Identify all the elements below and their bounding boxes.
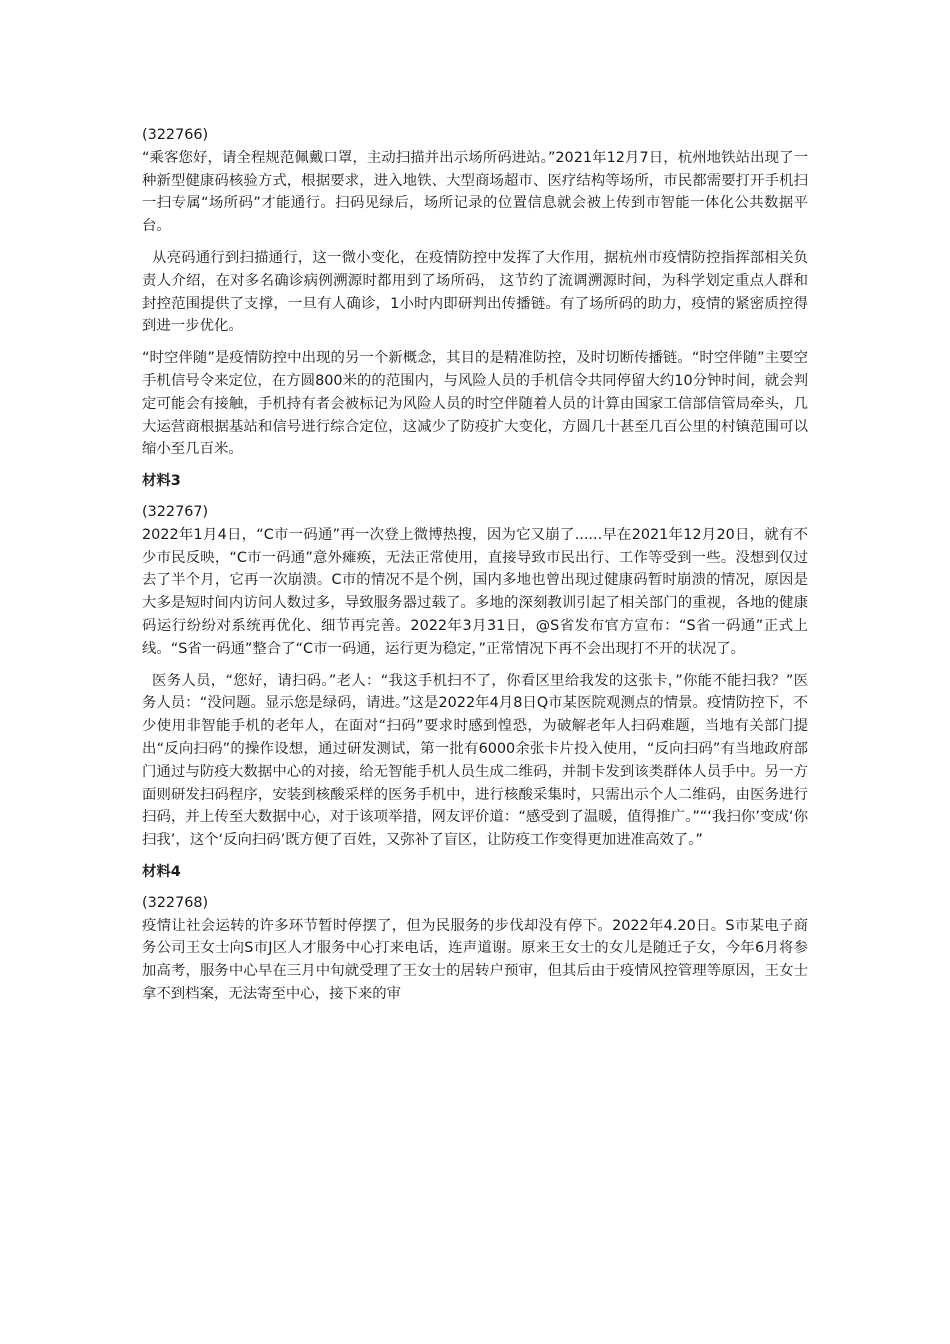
paragraph: “乘客您好，请全程规范佩戴口罩，主动扫描并出示场所码进站。”2021年12月7日，杭州地铁站出现了一种新型健康码核验方式，根据要求，进入地铁、大型商场超市、医疗结构等场所，市民都需要打开手机扫一扫专属“场所码”才能通行。扫码见绿后，场所记录的位置信息就会被上传到市智能一体化公共数据平台。: [142, 149, 808, 235]
question-id: (322767): [142, 503, 209, 520]
question-id: (322766): [142, 127, 209, 143]
paragraph: 医务人员，“您好，请扫码。”老人：“我这手机扫不了，你看区里给我发的这张卡，”你能不能扫我？”医务人员：“没问题。显示您是绿码，请进。”这是2022年4月8日Q市某医院观测点的情景。疫情防控下，不少使用非智能手机的老年人，在面对“扫码”要求时感到惶恐，为破解老年人扫码难题，当地有关部门提出“反向扫码”的操作设想，通过研发测试，第一批有6000余张卡片投入使用，“反向扫码”有当地政府部门通过与防疫大数据中心的对接，给无智能手机人员生成二维码，并制卡发到该类群体人员手中。另一方面则研发扫码程序，安装到核酸采样的医务手机中，进行核酸采集时，只需出示个人二维码，由医务进行扫码，并上传至大数据中心，对于该项举措，网友评价道：“感受到了温暖，值得推广。”“‘我扫你’变成‘你扫我’，这个‘反向扫码’既方便了百姓，又弥补了盲区，让防疫工作变得更加进准高效了。”: [142, 672, 808, 849]
document-page: [142, 124, 808, 1015]
paragraph: 从亮码通行到扫描通行，这一微小变化，在疫情防控中发挥了大作用，据杭州市疫情防控指挥部相关负责人介绍，在对多名确诊病例溯源时都用到了场所码， 这节约了流调溯源时间，为科学划定重点人群和封控范围提供了支撑，一旦有人确诊，1小时内即研判出传播链。有了场所码的助力，疫情的紧密质控得到进一步优化。: [142, 249, 808, 335]
paragraph: 疫情让社会运转的许多环节暂时停摆了，但为民服务的步伐却没有停下。2022年4.20日。S市某电子商务公司王女士向S市J区人才服务中心打来电话，连声道谢。原来王女士的女儿是随迁子女，今年6月将参加高考，服务中心早在三月中旬就受理了王女士的居转户预审，但其后由于疫情风控管理等原因，王女士拿不到档案，无法寄至中心，接下来的审: [142, 917, 808, 1002]
material-3-section: [142, 470, 808, 852]
material-4-section: [142, 861, 808, 1006]
question-id: (322768): [142, 894, 209, 911]
section-heading: 材料4: [142, 863, 181, 880]
section-heading: 材料3: [142, 473, 181, 490]
material-2-section: [142, 124, 808, 461]
paragraph: “时空伴随”是疫情防控中出现的另一个新概念，其目的是精准防控，及时切断传播链。“时空伴随”主要空手机信号令来定位，在方圆800米的的范围内，与风险人员的手机信令共同停留大约10分钟时间，就会判定可能会有接触，手机持有者会被标记为风险人员的时空伴随着人员的计算由国家工信部信管局牵头，几大运营商根据基站和信号进行综合定位，这减少了防疫扩大变化，方圆几十甚至几百公里的村镇范围可以缩小至几百米。: [142, 350, 808, 458]
paragraph: 2022年1月4日，“C市一码通”再一次登上微博热搜，因为它又崩了......早在2021年12月20日，就有不少市民反映，“C市一码通”意外瘫痪，无法正常使用，直接导致市民出行、工作等受到一些。没想到仅过去了半个月，它再一次崩溃。C市的情况不是个例，国内多地也曾出现过健康码暂时崩溃的情况，原因是大多是短时间内访问人数过多，导致服务器过载了。多地的深刻教训引起了相关部门的重视，各地的健康码运行纷纷对系统再优化、细节再完善。2022年3月31日，@S省发布官方宣布：“S省一码通”正式上线。“S省一码通”整合了“C市一码通，运行更为稳定，”正常情况下再不会出现打不开的状况了。: [142, 526, 808, 657]
